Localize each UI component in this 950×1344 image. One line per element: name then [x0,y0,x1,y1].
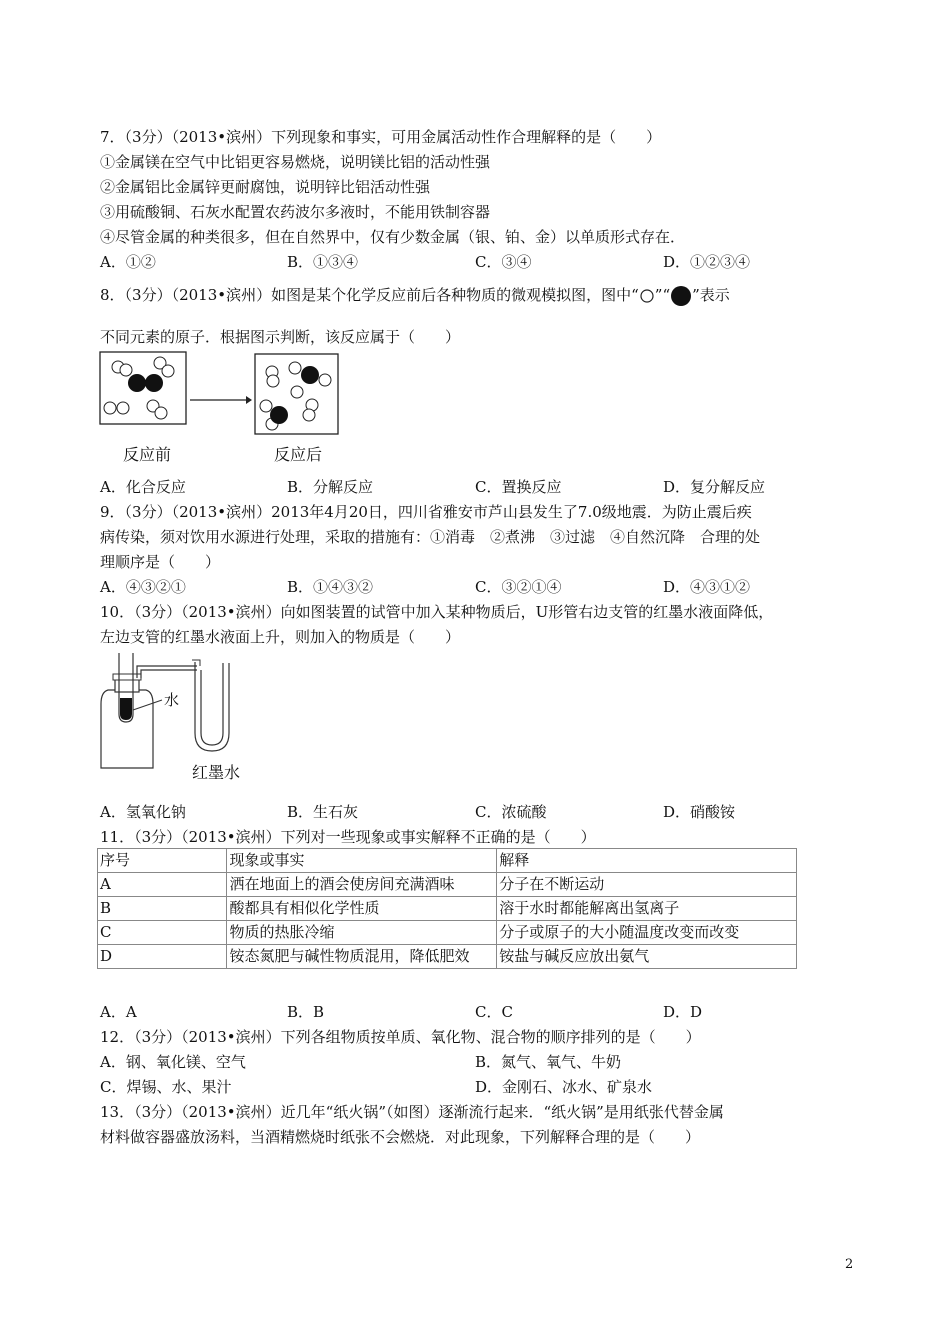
connecting-tube [137,666,197,678]
q7-option-b: B．①③④ [287,253,359,271]
table-cell: A [98,873,227,897]
table-header-cell: 解释 [497,849,797,873]
q13-stem-line1: 13．（3分）（2013•滨州）近几年“纸火锅”（如图）逐渐流行起来．“纸火锅”是用纸张代替金属 [100,1103,724,1121]
table-cell: 铵态氮肥与碱性物质混用，降低肥效 [227,945,497,969]
table-cell: 分子或原子的大小随温度改变而改变 [497,921,797,945]
table-cell: 物质的热胀冷缩 [227,921,497,945]
q8-option-a: A．化合反应 [100,478,186,496]
q10-option-d: D．硝酸铵 [663,803,736,821]
u-tube-outer [195,662,229,751]
table-row [98,873,797,897]
q9-option-d: D．④③①② [663,578,751,596]
q7-item-3: ③用硫酸铜、石灰水配置农药波尔多液时，不能用铁制容器 [100,203,491,221]
page-number: 2 [845,1257,854,1272]
q11-stem: 11．（3分）（2013•滨州）下列对一些现象或事实解释不正确的是（ ） [100,828,596,846]
q8-option-d: D．复分解反应 [663,478,766,496]
q8-stem-part3: ”表示 [692,286,730,304]
table-cell: C [98,921,227,945]
q7-item-1: ①金属镁在空气中比铝更容易燃烧，说明镁比铝的活动性强 [100,153,491,171]
q7-option-c: C．③④ [475,253,532,271]
q9-stem-line2: 病传染，须对饮用水源进行处理，采取的措施有：①消毒 ②煮沸 ③过滤 ④自然沉降 合理的处 [100,528,761,546]
q10-option-a: A．氢氧化钠 [100,803,186,821]
q7-option-a: A．①② [100,253,156,271]
q8-option-b: B．分解反应 [287,478,374,496]
q9-stem-line3: 理顺序是（ ） [100,553,221,571]
q7-option-d: D．①②③④ [663,253,751,271]
label-red-ink: 红墨水 [192,763,241,782]
table-header-cell: 序号 [98,849,227,873]
table-row [98,945,797,969]
label-water: 水 [164,691,180,709]
q11-table [97,848,797,969]
q11-option-a: A．A [100,1003,137,1021]
q11-option-c: C．C [475,1003,513,1021]
filled-circle-atom-icon [670,285,692,307]
q9-option-a: A．④③②① [100,578,186,596]
q12-stem: 12．（3分）（2013•滨州）下列各组物质按单质、氧化物、混合物的顺序排列的是（ ） [100,1028,701,1046]
table-cell: 分子在不断运动 [497,873,797,897]
water-pointer [133,700,162,710]
q9-stem-line1: 9．（3分）（2013•滨州）2013年4月20日，四川省雅安市芦山县发生了7.0级地震．为防止震后疾 [100,503,752,521]
q8-option-c: C．置换反应 [475,478,562,496]
table-cell: D [98,945,227,969]
table-header-row [98,849,797,873]
q12-option-c: C．焊锡、水、果汁 [100,1078,232,1096]
u-tube-apparatus-diagram [96,648,246,773]
table-cell: B [98,897,227,921]
table-header-cell: 现象或事实 [227,849,497,873]
q10-stem-line2: 左边支管的红墨水液面上升，则加入的物质是（ ） [100,628,461,646]
q9-option-b: B．①④③② [287,578,374,596]
q12-option-a: A．钢、氧化镁、空气 [100,1053,246,1071]
water-in-tube [120,698,132,720]
q9-option-c: C．③②①④ [475,578,562,596]
q13-stem-line2: 材料做容器盛放汤料，当酒精燃烧时纸张不会燃烧．对此现象，下列解释合理的是（ ） [100,1128,701,1146]
open-circle-atom-icon [639,288,655,304]
q7-item-2: ②金属铝比金属锌更耐腐蚀，说明锌比铝活动性强 [100,178,431,196]
table-row [98,897,797,921]
label-after-reaction: 反应后 [274,445,323,464]
table-cell: 铵盐与碱反应放出氨气 [497,945,797,969]
reaction-diagram [98,348,348,440]
table-cell: 洒在地面上的酒会使房间充满酒味 [227,873,497,897]
q12-option-b: B．氮气、氧气、牛奶 [475,1053,622,1071]
q11-option-d: D．D [663,1003,703,1021]
table-row [98,921,797,945]
q7-item-4: ④尽管金属的种类很多，但在自然界中，仅有少数金属（银、铂、金）以单质形式存在． [100,228,686,246]
table-cell: 酸都具有相似化学性质 [227,897,497,921]
q10-option-b: B．生石灰 [287,803,359,821]
q10-stem-line1: 10．（3分）（2013•滨州）向如图装置的试管中加入某种物质后，U形管右边支管的红墨水液面降低， [100,603,774,621]
u-tube-inner [201,663,223,745]
q8-stem-line1 [100,285,730,307]
q12-option-d: D．金刚石、冰水、矿泉水 [475,1078,653,1096]
q8-stem-part1: 8．（3分）（2013•滨州）如图是某个化学反应前后各种物质的微观模拟图，图中“ [100,286,639,304]
q11-option-b: B．B [287,1003,325,1021]
table-cell: 溶于水时都能解离出氢离子 [497,897,797,921]
q8-stem-part2: ”“ [654,286,671,304]
q10-option-c: C．浓硫酸 [475,803,547,821]
q8-stem-line2: 不同元素的原子．根据图示判断，该反应属于（ ） [100,328,461,346]
label-before-reaction: 反应前 [123,445,172,464]
q7-stem: 7．（3分）（2013•滨州）下列现象和事实，可用金属活动性作合理解释的是（ ） [100,128,662,146]
